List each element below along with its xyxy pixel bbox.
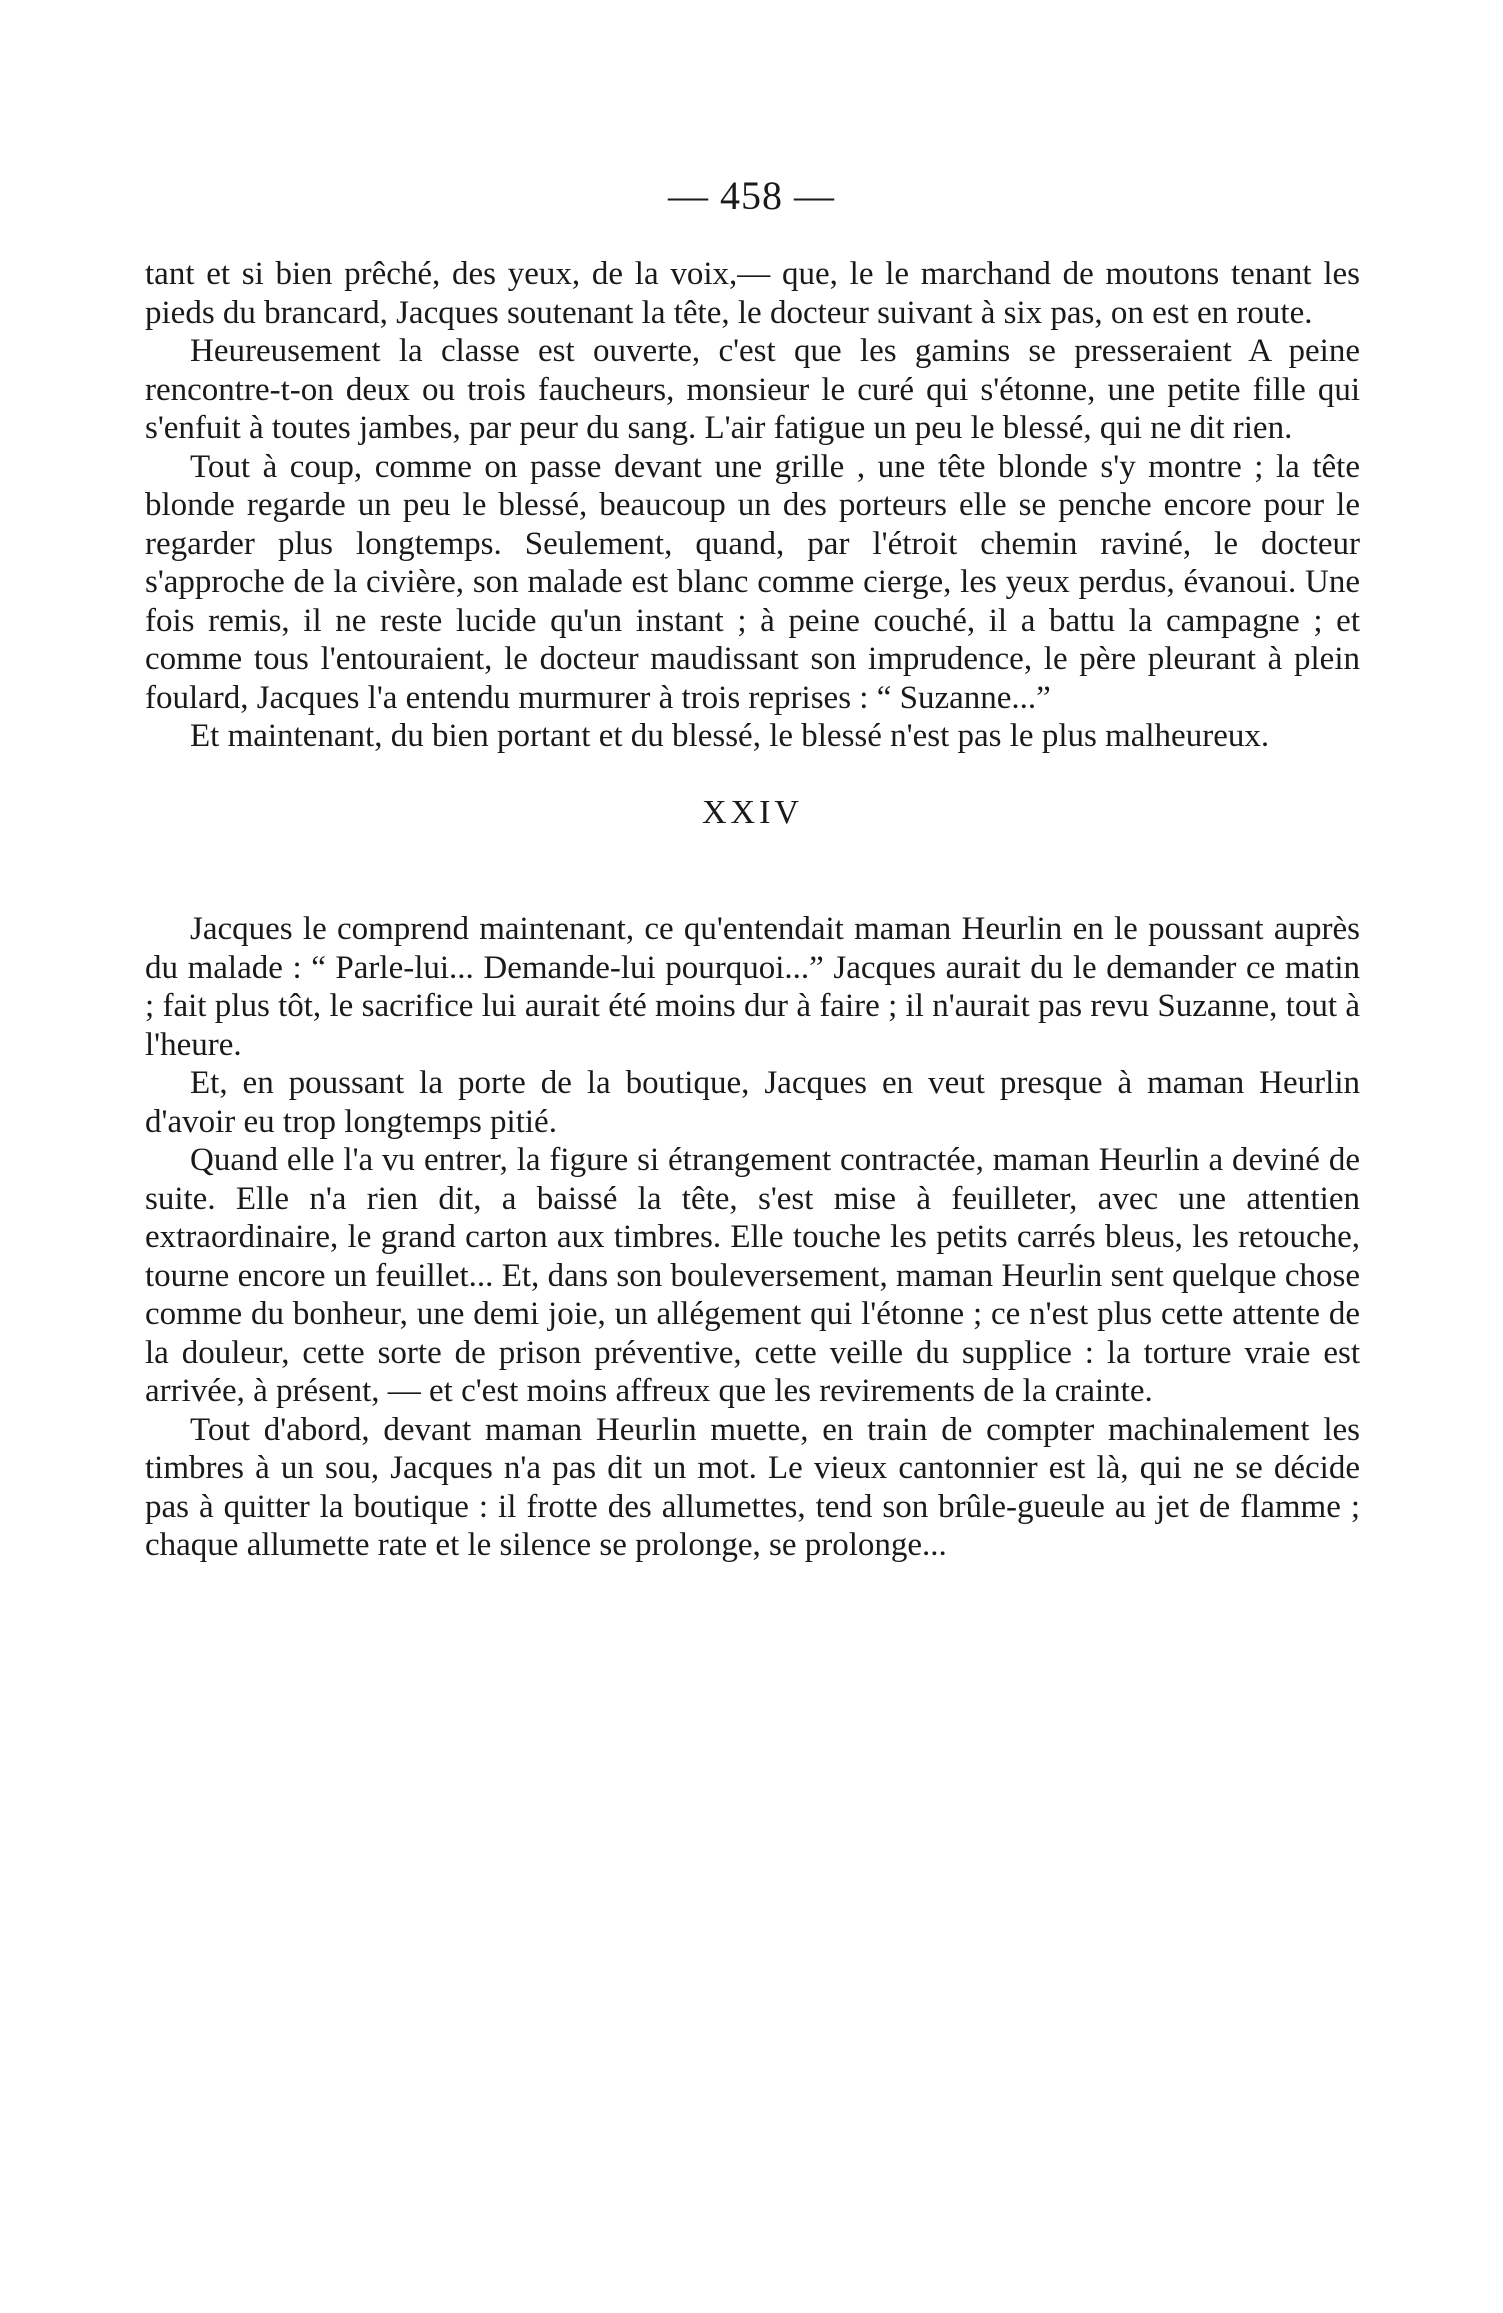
paragraph: Tout à coup, comme on passe devant une grille , une tête blonde s'y montre ; la tête blonde regarde un peu le blessé, beaucoup un des porteurs elle se penche encore pour le regarder plus longtemps. Seulement, quand, par l'étroit chemin raviné, le docteur s'approche de la civière, son malade est blanc comme cierge, les yeux perdus, évanoui. Une fois remis, il ne reste lucide qu'un instant ; à peine couché, il a battu la campagne ; et comme tous l'entouraient, le docteur maudissant son imprudence, le père pleurant à plein foulard, Jacques l'a entendu murmurer à trois reprises : “ Suzanne...” bbox=[145, 448, 1360, 716]
paragraph: Heureusement la classe est ouverte, c'est que les gamins se presseraient A peine rencontre-t-on deux ou trois faucheurs, monsieur le curé qui s'étonne, une petite fille qui s'enfuit à toutes jambes, par peur du sang. L'air fatigue un peu le blessé, qui ne dit rien. bbox=[145, 333, 1360, 446]
paragraph: Et, en poussant la porte de la boutique, Jacques en veut presque à maman Heurlin d'avoir eu trop longtemps pitié. bbox=[145, 1065, 1360, 1140]
page-number: — 458 — bbox=[668, 173, 835, 218]
paragraph: Jacques le comprend maintenant, ce qu'entendait maman Heurlin en le poussant auprès du malade : “ Parle-lui... Demande-lui pourquoi...” Jacques aurait du le demander ce matin ; fait plus tôt, le sacrifice lui aurait été moins dur à faire ; il n'aurait pas revu Suzanne, tout à l'heure. bbox=[145, 911, 1360, 1063]
chapter-heading: XXIV bbox=[702, 793, 803, 831]
paragraph: Tout d'abord, devant maman Heurlin muette, en train de compter machinalement les timbres à un sou, Jacques n'a pas dit un mot. Le vieux cantonnier est là, qui ne se décide pas à quitter la boutique : il frotte des allumettes, tend son brûle-gueule au jet de flamme ; chaque allumette rate et le silence se prolonge, se prolonge... bbox=[145, 1411, 1360, 1563]
paragraph: tant et si bien prêché, des yeux, de la voix,— que, le le marchand de moutons tenant les pieds du brancard, Jacques soutenant la tête, le docteur suivant à six pas, on est en route. bbox=[145, 256, 1360, 331]
paragraph: Et maintenant, du bien portant et du blessé, le blessé n'est pas le plus malheureux. bbox=[190, 718, 1270, 754]
page-body bbox=[145, 255, 1360, 1565]
paragraph: Quand elle l'a vu entrer, la figure si étrangement contractée, maman Heurlin a deviné de suite. Elle n'a rien dit, a baissé la tête, s'est mise à feuilleter, avec une attentien extraordinaire, le grand carton aux timbres. Elle touche les petits carrés bleus, les retouche, tourne encore un feuillet... Et, dans son bouleversement, maman Heurlin sent quelque chose comme du bonheur, une demi joie, un allégement qui l'étonne ; ce n'est plus cette attente de la douleur, cette sorte de prison préventive, cette veille du supplice : la torture vraie est arrivée, à présent, — et c'est moins affreux que les revirements de la crainte. bbox=[145, 1142, 1360, 1409]
